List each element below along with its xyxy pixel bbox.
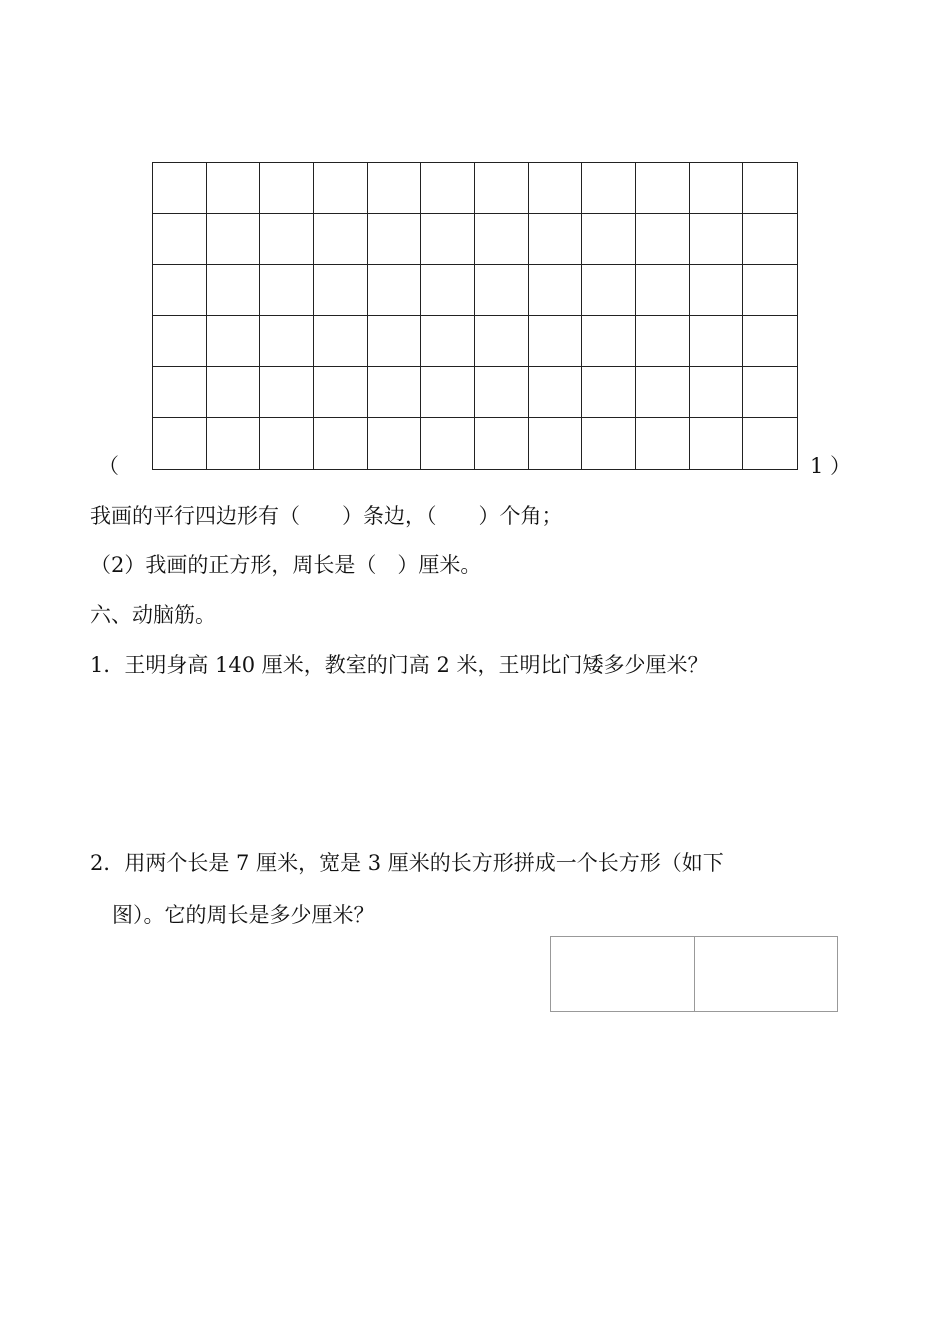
grid-cell — [743, 418, 797, 469]
grid-left-paren: （ — [98, 454, 119, 478]
grid-cell — [153, 418, 207, 469]
grid-cell — [475, 265, 529, 316]
grid-cell — [582, 367, 636, 418]
grid-cell — [260, 418, 314, 469]
section-six-prefix: 六、 — [90, 603, 132, 627]
grid-cell — [743, 316, 797, 367]
grid-cell — [690, 367, 744, 418]
grid-cell — [475, 316, 529, 367]
grid-cell — [529, 418, 583, 469]
grid-cell — [475, 367, 529, 418]
grid-cell — [153, 214, 207, 265]
grid-cell — [690, 214, 744, 265]
combined-rectangle-figure — [550, 936, 838, 1012]
grid-cell — [207, 418, 261, 469]
grid-cell — [368, 163, 422, 214]
grid-cell — [636, 163, 690, 214]
grid-cell — [690, 265, 744, 316]
grid-cell — [207, 367, 261, 418]
grid-cell — [207, 316, 261, 367]
drawing-grid — [152, 162, 798, 470]
problem-2-line-1: 2．用两个长是 7 厘米，宽是 3 厘米的长方形拼成一个长方形（如下 — [90, 851, 724, 875]
grid-cell — [314, 367, 368, 418]
grid-cell — [529, 163, 583, 214]
grid-cell — [582, 163, 636, 214]
grid-cell — [368, 214, 422, 265]
grid-cell — [743, 214, 797, 265]
grid-cell — [421, 367, 475, 418]
grid-cell — [314, 265, 368, 316]
section-six-bold: 动脑 — [132, 603, 174, 627]
grid-cell — [260, 367, 314, 418]
grid-cell — [368, 265, 422, 316]
grid-cell — [475, 163, 529, 214]
grid-cell — [153, 163, 207, 214]
grid-cell — [421, 265, 475, 316]
grid-cell — [529, 214, 583, 265]
grid-cell — [260, 265, 314, 316]
grid-cell — [636, 367, 690, 418]
grid-cell — [475, 214, 529, 265]
grid-cell — [368, 367, 422, 418]
grid-cell — [421, 163, 475, 214]
grid-cell — [421, 418, 475, 469]
grid-cell — [260, 214, 314, 265]
grid-cell — [314, 316, 368, 367]
grid-cell — [582, 418, 636, 469]
grid-cell — [582, 265, 636, 316]
problem-1: 1．王明身高 140 厘米，教室的门高 2 米，王明比门矮多少厘米？ — [90, 653, 709, 677]
grid-cell — [743, 367, 797, 418]
grid-cell — [636, 265, 690, 316]
grid-cell — [636, 214, 690, 265]
question-parallelogram: 我画的平行四边形有（ ）条边，（ ）个角； — [90, 504, 563, 528]
rectangle-left-half — [551, 937, 695, 1011]
grid-cell — [743, 265, 797, 316]
grid-cell — [529, 316, 583, 367]
grid-cell — [582, 214, 636, 265]
grid-cell — [153, 316, 207, 367]
grid-cell — [153, 265, 207, 316]
grid-cell — [260, 316, 314, 367]
grid-cell — [260, 163, 314, 214]
question-square: （2）我画的正方形，周长是（ ）厘米。 — [90, 553, 482, 577]
grid-cell — [529, 367, 583, 418]
grid-cell — [690, 316, 744, 367]
problem-2-line-2: 图）。它的周长是多少厘米？ — [112, 903, 375, 927]
grid-cell — [636, 418, 690, 469]
grid-cell — [475, 418, 529, 469]
grid-right-label: 1 ） — [810, 454, 852, 478]
grid-cell — [529, 265, 583, 316]
grid-cell — [421, 214, 475, 265]
grid-cell — [582, 316, 636, 367]
grid-cell — [207, 214, 261, 265]
rectangle-right-half — [695, 937, 838, 1011]
grid-cell — [207, 163, 261, 214]
section-six-heading — [90, 605, 216, 626]
grid-cell — [314, 418, 368, 469]
grid-cell — [421, 316, 475, 367]
grid-cell — [636, 316, 690, 367]
grid-cell — [314, 163, 368, 214]
grid-cell — [153, 367, 207, 418]
grid-cell — [690, 418, 744, 469]
section-six-suffix: 筋。 — [174, 603, 216, 627]
grid-cell — [207, 265, 261, 316]
grid-cell — [368, 418, 422, 469]
grid-cell — [368, 316, 422, 367]
grid-cell — [314, 214, 368, 265]
grid-cell — [743, 163, 797, 214]
grid-cell — [690, 163, 744, 214]
